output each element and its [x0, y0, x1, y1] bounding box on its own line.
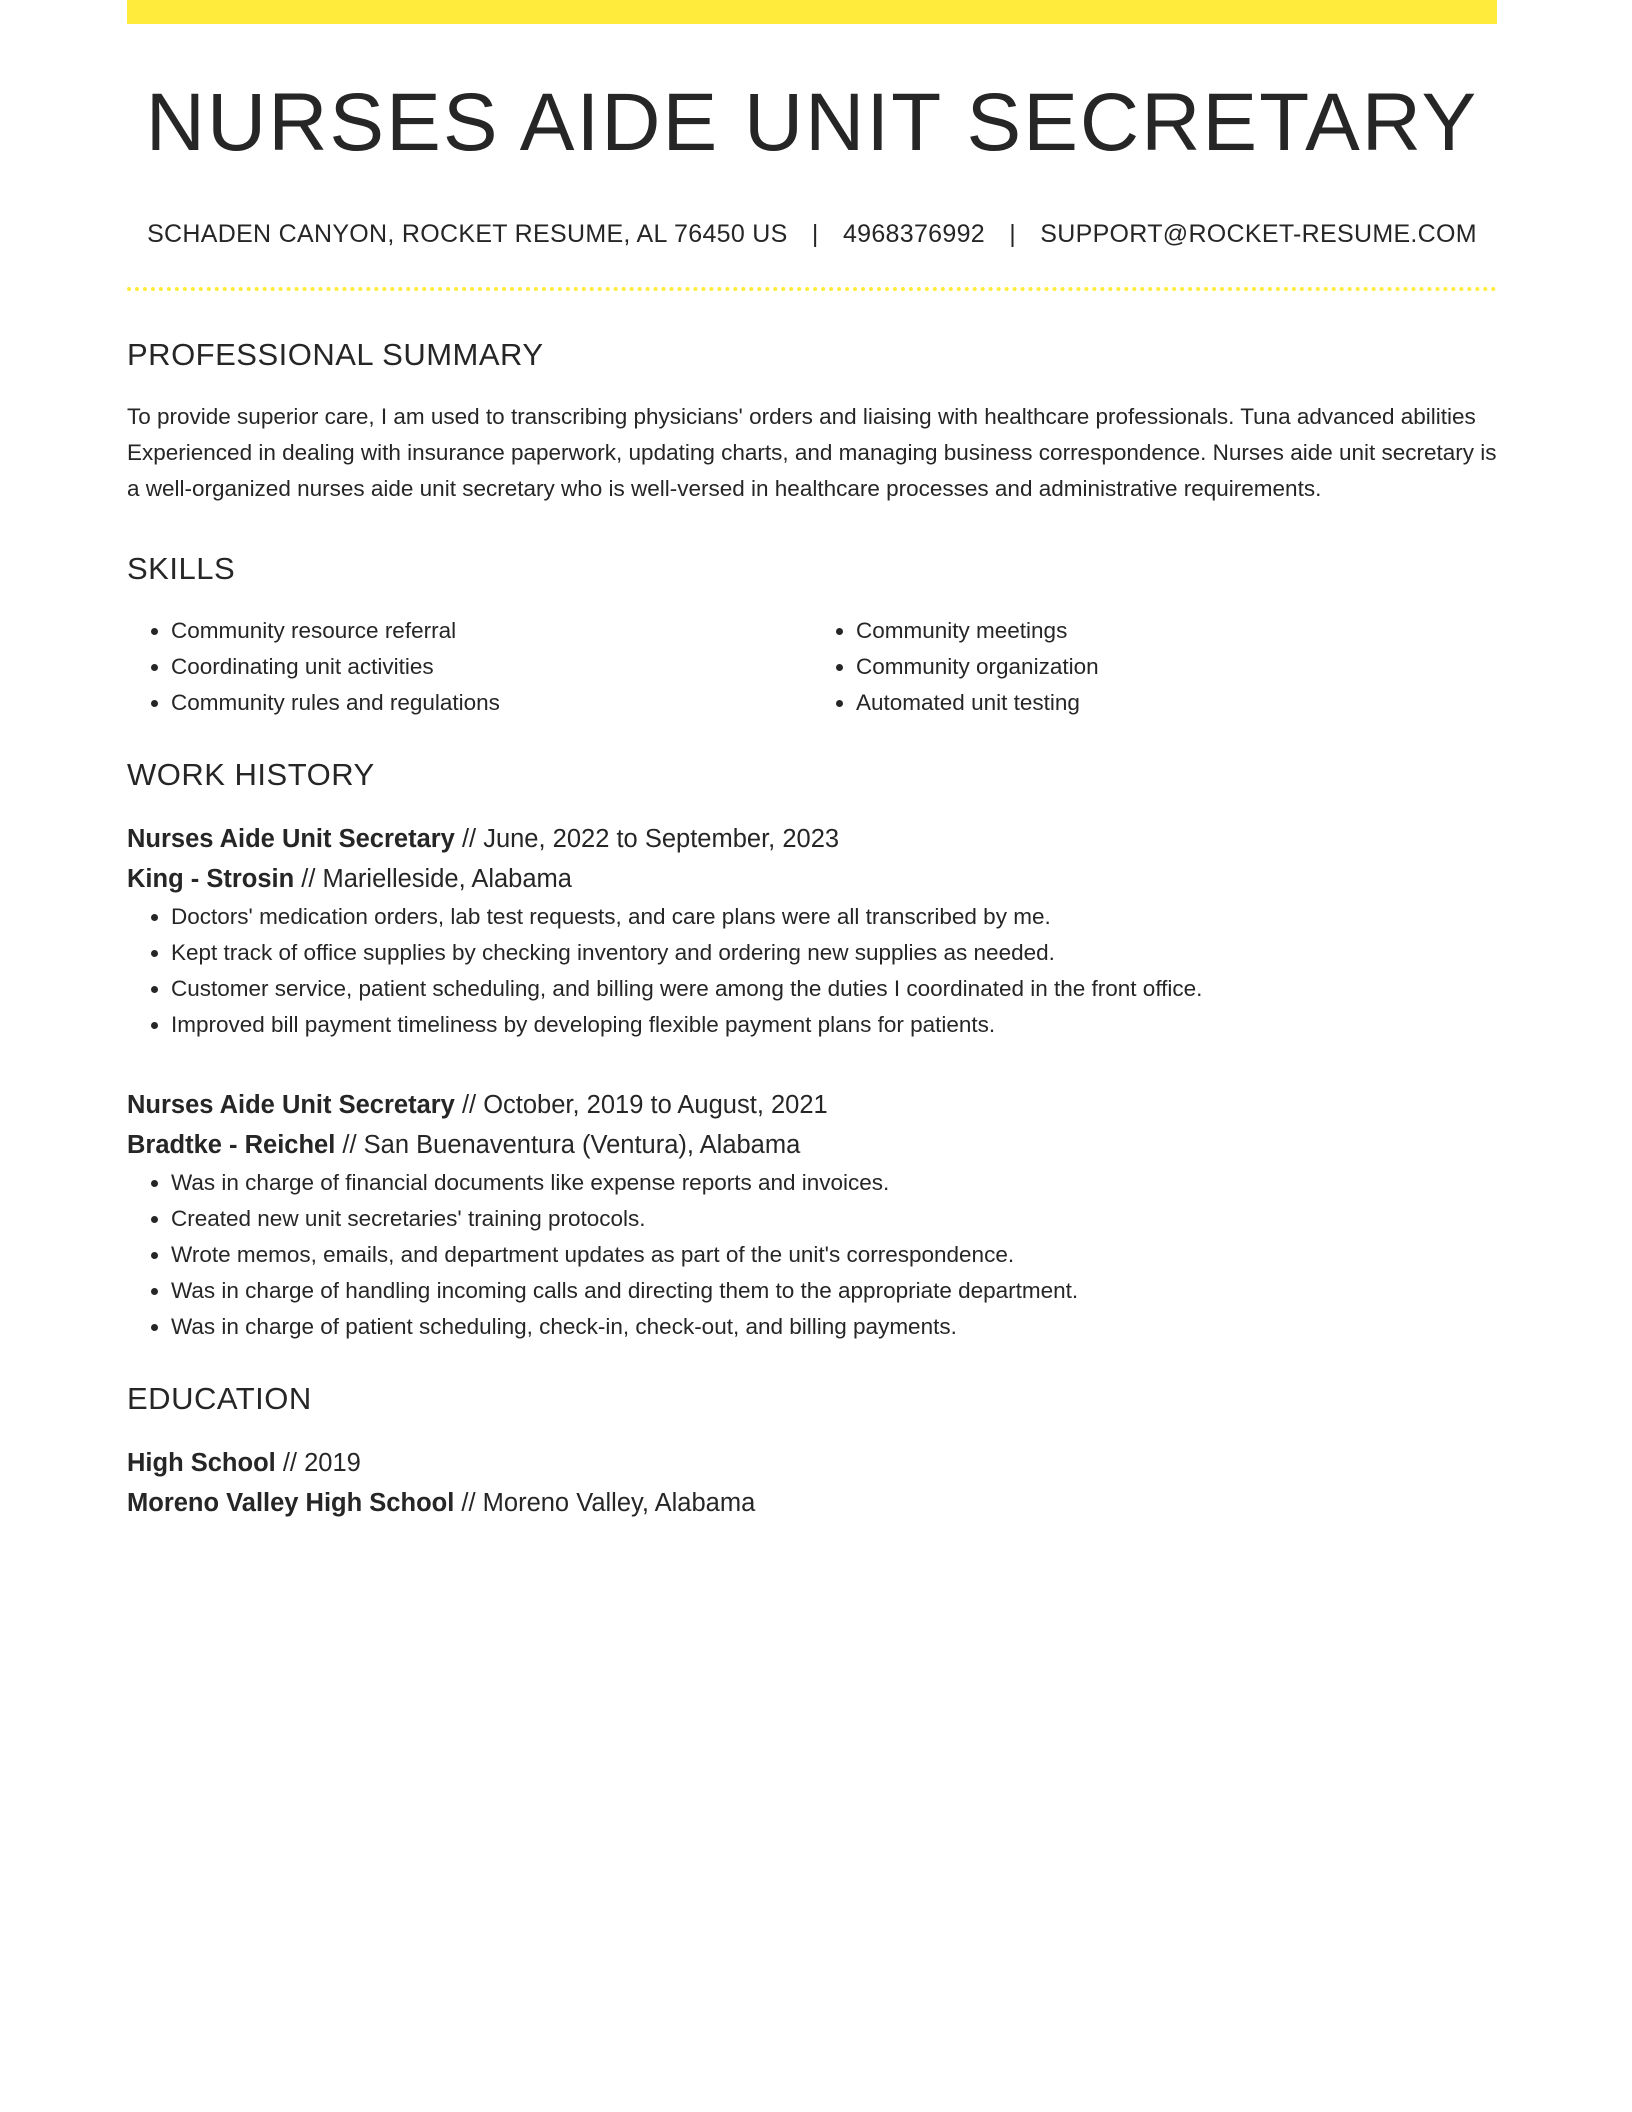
- contact-separator: |: [1009, 220, 1017, 249]
- skill-item: • Coordinating unit activities: [171, 649, 812, 685]
- job-duty: • Was in charge of patient scheduling, check-in, check-out, and billing payments.: [171, 1309, 1497, 1345]
- contact-line: [127, 220, 1497, 249]
- email: SUPPORT@ROCKET-RESUME.COM: [1040, 220, 1477, 249]
- job-duty: • Was in charge of handling incoming calls and directing them to the appropriate department.: [171, 1273, 1497, 1309]
- job-duty: • Created new unit secretaries' training protocols.: [171, 1201, 1497, 1237]
- resume-page: [127, 0, 1497, 1523]
- work-history-heading: WORK HISTORY: [127, 757, 375, 793]
- phone: 4968376992: [842, 220, 985, 249]
- job-company: Bradtke - Reichel: [127, 1131, 336, 1160]
- skills-list-right: [812, 613, 1497, 721]
- job-dates: // October, 2019 to August, 2021: [454, 1091, 828, 1120]
- education-degree: High School: [127, 1449, 276, 1478]
- job-role: Nurses Aide Unit Secretary: [127, 1091, 455, 1120]
- education-school: Moreno Valley High School: [127, 1489, 455, 1518]
- job-title-line: [127, 1085, 1497, 1125]
- summary-heading: PROFESSIONAL SUMMARY: [127, 337, 544, 373]
- summary-text: To provide superior care, I am used to transcribing physicians' orders and liaising with healthcare professionals. Tuna advanced abilities Experienced in dealing with insurance paperwork, updating charts, and managing business correspondence. Nurses aide unit secretary is a well-organized nurses aide unit secretary who is well-versed in healthcare processes and administrative requirements.: [127, 404, 1497, 502]
- skills-grid: [127, 613, 1497, 721]
- skill-item: • Community organization: [856, 649, 1497, 685]
- education-location: // Moreno Valley, Alabama: [454, 1489, 756, 1518]
- skills-heading: SKILLS: [127, 551, 236, 587]
- job-company-line: [127, 859, 1497, 899]
- skill-item: • Community resource referral: [171, 613, 812, 649]
- job-duty: • Was in charge of financial documents like expense reports and invoices.: [171, 1165, 1497, 1201]
- job-duties-list: [127, 899, 1497, 1043]
- address: SCHADEN CANYON, ROCKET RESUME, AL 76450 US: [147, 220, 788, 249]
- job-duties-list: [127, 1165, 1497, 1345]
- job-title-line: [127, 819, 1497, 859]
- job-duty: • Improved bill payment timeliness by developing flexible payment plans for patients.: [171, 1007, 1497, 1043]
- candidate-name: NURSES AIDE UNIT SECRETARY: [145, 77, 1479, 168]
- job-duty: • Wrote memos, emails, and department updates as part of the unit's correspondence.: [171, 1237, 1497, 1273]
- education-heading: EDUCATION: [127, 1381, 312, 1417]
- skill-item: • Automated unit testing: [856, 685, 1497, 721]
- job-dates: // June, 2022 to September, 2023: [454, 825, 840, 854]
- skill-item: • Community rules and regulations: [171, 685, 812, 721]
- job-location: // San Buenaventura (Ventura), Alabama: [335, 1131, 801, 1160]
- job-duty: • Doctors' medication orders, lab test requests, and care plans were all transcribed by me.: [171, 899, 1497, 935]
- job-company: King - Strosin: [127, 865, 295, 894]
- education-year: // 2019: [275, 1449, 361, 1478]
- education-school-line: [127, 1483, 1497, 1523]
- job-duty: • Customer service, patient scheduling, and billing were among the duties I coordinated in the front office.: [171, 971, 1497, 1007]
- job-location: // Marielleside, Alabama: [294, 865, 572, 894]
- dotted-divider: [127, 287, 1497, 291]
- skills-list-left: [127, 613, 812, 721]
- skill-item: • Community meetings: [856, 613, 1497, 649]
- job-role: Nurses Aide Unit Secretary: [127, 825, 455, 854]
- contact-separator: |: [811, 220, 819, 249]
- education-degree-line: [127, 1443, 1497, 1483]
- job-duty: • Kept track of office supplies by checking inventory and ordering new supplies as needed.: [171, 935, 1497, 971]
- accent-bar: [127, 0, 1497, 24]
- job-company-line: [127, 1125, 1497, 1165]
